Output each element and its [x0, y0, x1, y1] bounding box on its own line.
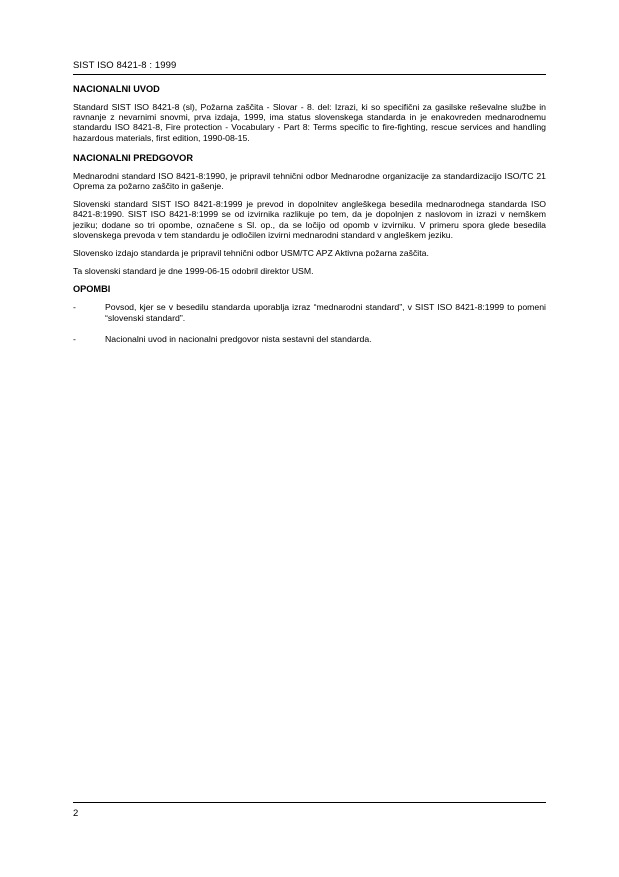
section-nacionalni-predgovor — [73, 153, 546, 277]
paragraph: Slovensko izdajo standarda je pripravil tehnični odbor USM/TC APZ Aktivna požarna zaščita. — [73, 248, 429, 259]
bullet-dash: - — [73, 302, 76, 313]
notes-list — [73, 302, 546, 344]
running-header: SIST ISO 8421-8 : 1999 — [73, 60, 177, 71]
page-number: 2 — [73, 808, 79, 819]
list-item-text: Nacionalni uvod in nacionalni predgovor nista sestavni del standarda. — [105, 333, 372, 344]
bullet-dash: - — [73, 333, 76, 344]
section-heading: OPOMBI — [73, 284, 111, 295]
paragraph: Slovenski standard SIST ISO 8421-8:1999 je prevod in dopolnitev angleškega besedila mednarodnega standarda ISO 8421-8:1990. SIST ISO 8421-8:1999 se od izvirnika razlikuje po tem, da je dopolnjen z naslovom in izrazi v nemškem jeziku; dodane so tri opombe, označene s Sl. op., da se ločijo od opomb v izvirniku. V primeru spora glede besedila slovenskega prevoda v tem standardu je odločilen izvirni mednarodni standard v angleškem jeziku. — [73, 199, 546, 240]
section-heading: NACIONALNI UVOD — [73, 84, 160, 94]
list-item — [73, 302, 546, 322]
header-rule — [73, 74, 546, 75]
section-opombi — [73, 284, 546, 344]
footer-rule — [73, 802, 546, 803]
section-heading: NACIONALNI PREDGOVOR — [73, 152, 193, 163]
paragraph: Mednarodni standard ISO 8421-8:1990, je pripravil tehnični odbor Mednarodne organizacije za standardizacijo ISO/TC 21 Oprema za požarno zaščito in gašenje. — [73, 170, 546, 192]
paragraph: Ta slovenski standard je dne 1999-06-15 odobril direktor USM. — [73, 266, 314, 277]
section-nacionalni-uvod — [73, 84, 546, 143]
list-item-text: Povsod, kjer se v besedilu standarda uporablja izraz “mednarodni standard”, v SIST ISO 8421-8:1999 to pomeni “slovenski standard”. — [105, 302, 546, 323]
list-item — [73, 334, 546, 344]
page-content — [73, 84, 546, 355]
paragraph: Standard SIST ISO 8421-8 (sl), Požarna zaščita - Slovar - 8. del: Izrazi, ki so specifični za gasilske reševalne službe in ravnanje z nevarnimi snovmi, prva izdaja, 1999, ima status slovenskega standarda in je enakovreden mednarodnemu standardu ISO 8421-8, Fire protection - Vocabulary - Part 8: Terms specific to fire-fighting, rescue services and handling hazardous materials, first edition, 1990-08-15. — [73, 102, 546, 143]
